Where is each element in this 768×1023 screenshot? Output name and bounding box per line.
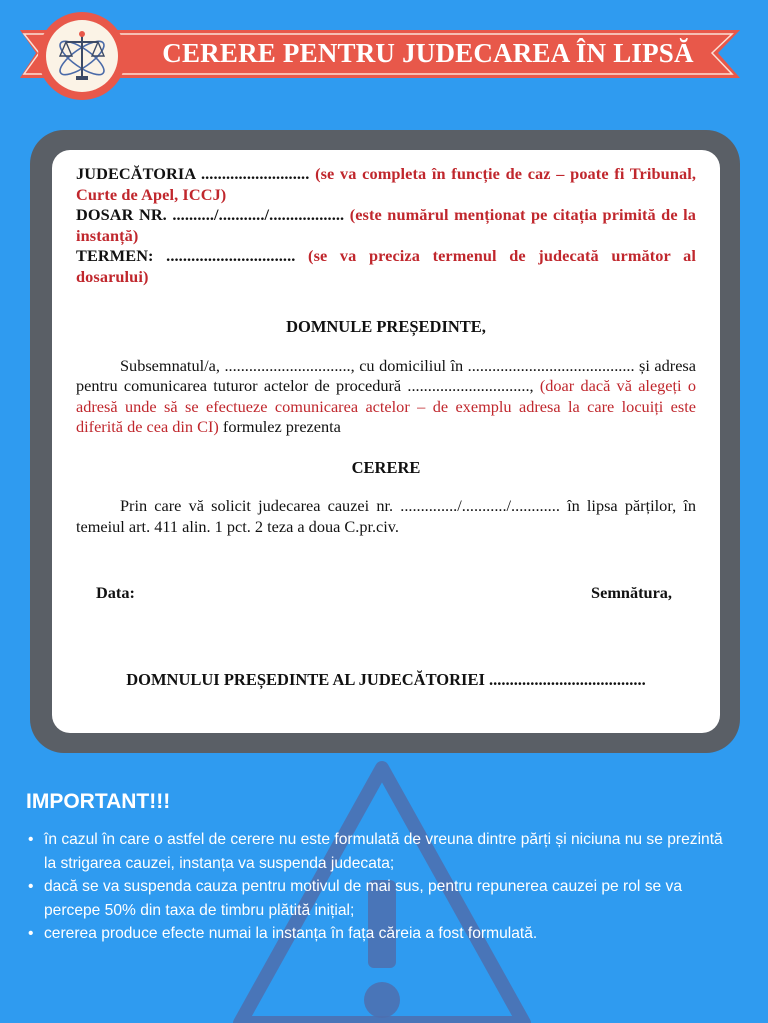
salutation: DOMNULE PREȘEDINTE, <box>286 317 486 336</box>
request-paragraph: Prin care vă solicit judecarea cauzei nr. ............../.........../............ în lipsa părților, în temeiul art. 411 alin. 1 pct. 2 teza a doua C.pr.civ. <box>76 496 696 536</box>
document-paper <box>52 150 720 733</box>
signature-row <box>76 583 696 604</box>
scales-atom-logo-icon <box>38 12 126 100</box>
applicant-text: Subsemnatul/a, ..............................., cu domiciliul în ......................................... și adresa pentru comunicarea tuturor actelor de procedură .............................., <box>76 355 696 395</box>
court-line <box>76 164 696 205</box>
page-title: CERERE PENTRU JUDECAREA ÎN LIPSĂ <box>162 38 694 68</box>
case-number-label: DOSAR NR. ........../.........../.................. <box>76 205 345 224</box>
applicant-end: formulez prezenta <box>222 417 341 436</box>
signature-label: Semnătura, <box>591 583 672 602</box>
court-note: (se va completa în funcție de caz – poate fi Tribunal, Curte de Apel, ICCJ) <box>76 164 697 204</box>
important-title: IMPORTANT!!! <box>26 790 171 813</box>
addressee-line: DOMNULUI PREȘEDINTE AL JUDECĂTORIEI ...................................... <box>126 669 646 689</box>
case-number-note: (este numărul menționat pe citația primită de la instanță) <box>76 205 697 245</box>
list-item: • dacă se va suspenda cauza pentru motivul de mai sus, pentru repunerea cauzei pe rol se va percepe 50% din taxa de timbru plătită inițial; <box>26 875 726 922</box>
date-label: Data: <box>96 583 135 602</box>
important-list <box>26 828 726 946</box>
court-label: JUDECĂTORIA .......................... <box>76 164 310 183</box>
case-number-line <box>76 205 696 246</box>
term-line <box>76 246 696 287</box>
address-note: (doar dacă vă alegeți o adresă unde să se efectueze comunicarea actelor – de exemplu adresa la care locuiți este diferită de cea din CI) <box>76 376 696 436</box>
term-note: (se va preciza termenul de judecată următor al dosarului) <box>76 246 696 286</box>
term-label: TERMEN: ............................... <box>76 246 296 265</box>
applicant-paragraph <box>76 356 696 438</box>
list-item: • în cazul în care o astfel de cerere nu este formulată de vreuna dintre părți și niciuna nu se prezintă la strigarea cauzei, instanța va suspenda judecata; <box>26 828 726 875</box>
list-item: • cererea produce efecte numai la instanța în fața căreia a fost formulată. <box>26 922 726 946</box>
header-ribbon <box>20 20 740 86</box>
request-title: CERERE <box>351 457 421 477</box>
